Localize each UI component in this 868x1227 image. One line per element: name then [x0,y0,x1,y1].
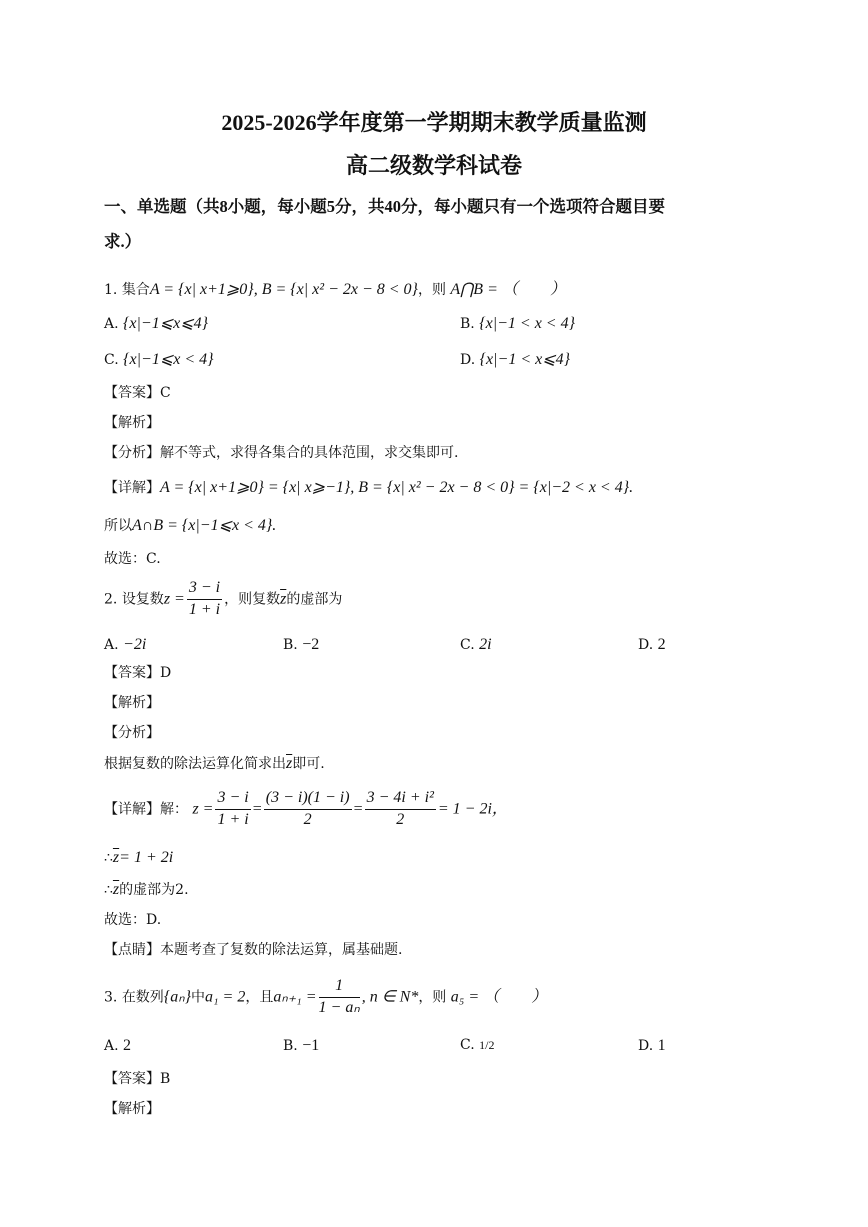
q1-detail: 【详解】A = {x| x+1⩾0} = {x| x⩾−1}, B = {x| x² − 2x − 8 < 0} = {x|−2 < x < 4}. [104,479,634,496]
section-heading-line1: 一、单选题（共8小题，每小题5分，共40分，每小题只有一个选项符合题目要 [104,197,665,216]
q2-option-d: D. 2 [638,636,666,653]
q2-fenxi-label: 【分析】 [104,725,160,741]
q1-conclusion: 所以A∩B = {x|−1⩽x < 4}. [104,517,277,534]
q2-dianjing: 【点睛】本题考查了复数的除法运算，属基础题. [104,942,403,958]
stem-text: ，则 [417,282,446,298]
q2-analysis-label: 【解析】 [104,695,160,711]
stem-text: 集合 [121,282,150,298]
q1-fenxi: 【分析】解不等式，求得各集合的具体范围，求交集即可. [104,445,459,461]
q1-option-d: D. {x|−1 < x⩽4} [460,351,571,368]
z-conjugate: $\overline{z}$ [280,590,287,608]
fraction: $\frac{3 - i}{1 + i}$ [188,579,221,618]
q1-choose: 故选：C. [104,551,161,567]
q2-fenxi-text: 根据复数的除法运算化简求出$\overline{z}$即可. [104,755,325,772]
q2-imag-part: $\therefore\overline{z}$的虚部为2. [104,881,189,898]
q1-option-b: B. {x|−1 < x < 4} [460,315,575,332]
q2-detail: 【详解】解： z = $\frac{3 - i}{1 + i}$ = $\frac{(3 - i)(1 - i)}{2}$ = $\frac{\text{3 − 4i + i²}}{2}$ = 1 − 2i， [104,789,508,828]
q1-answer: 【答案】C [104,385,171,401]
q1-option-a: A. {x|−1⩽x⩽4} [104,315,209,332]
q3-option-c: C. 1/2 [460,1037,495,1053]
question-1-stem [104,282,566,298]
set-definition: A = {x| x+1⩾0}, B = {x| x² − 2x − 8 < 0} [149,281,418,298]
q3-option-b: B. −1 [283,1037,320,1054]
q2-option-a: A. −2i [104,636,147,653]
question-ask: A⋂B = （ ） [450,281,566,298]
q1-analysis-label: 【解析】 [104,415,160,431]
q3-answer: 【答案】B [104,1071,171,1087]
q2-choose: 故选：D. [104,912,162,928]
question-3-stem: 3. 在数列{aₙ}中a₁ = 2，且aₙ₊₁ = $\frac{1}{\text{1 − aₙ}}$ , n ∈ N*，则 a₅ = （ ） [104,977,548,1016]
exam-subtitle: 高二级数学科试卷 [345,153,522,178]
q2-option-c: C. 2i [460,636,492,653]
q2-answer: 【答案】D [104,665,172,681]
q3-option-a: A. 2 [104,1037,132,1054]
section-heading-line2: 求.） [104,232,142,251]
q2-option-b: B. −2 [283,636,320,653]
question-2-stem: 2. 设复数z = $\frac{3 - i}{1 + i}$ ，则复数$\overline{z}$的虚部为 [104,579,343,618]
question-number: 1. [104,282,118,298]
q1-option-c: C. {x|−1⩽x < 4} [104,351,214,368]
q2-conjugate: $\therefore\overline{z}= 1 + 2i$ [104,849,174,866]
exam-title: 2025-2026学年度第一学期期末教学质量监测 [221,110,647,135]
q3-analysis-label: 【解析】 [104,1101,160,1117]
q3-option-d: D. 1 [638,1037,666,1054]
